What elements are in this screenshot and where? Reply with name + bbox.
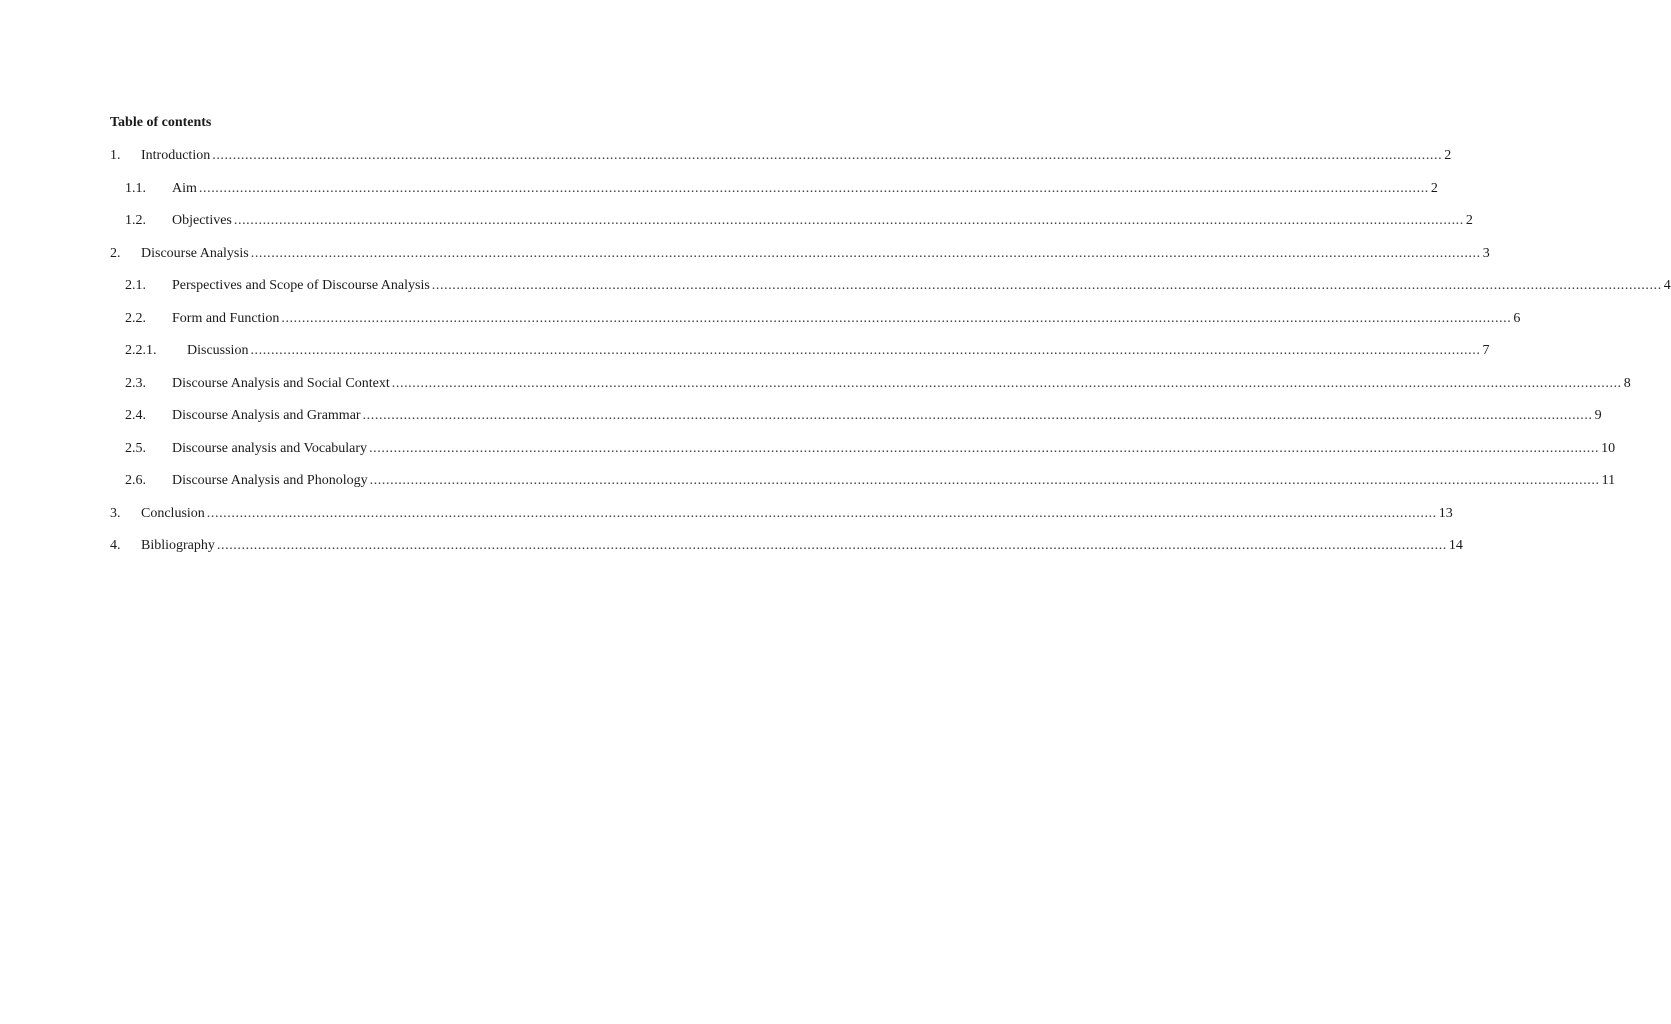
toc-entry-page: 3 <box>1482 245 1490 261</box>
toc-entry-number: 2.2. <box>125 310 146 326</box>
toc-dot-leader: ............................................................................................................................................................................................................................................................................................................ <box>431 278 1662 293</box>
toc-entry-number: 1. <box>110 148 121 163</box>
toc-entry-title: Discourse Analysis <box>141 244 251 264</box>
toc-entry-number: 2.4. <box>125 408 146 423</box>
toc-dot-leader: ............................................................................................................................................................................................................................................................................................................ <box>391 375 1622 391</box>
toc-entry-page: 4 <box>1663 278 1671 293</box>
toc-entry-discourse-analysis[interactable] <box>110 244 1490 277</box>
toc-dot-leader: ............................................................................................................................................................................................................................................................................................................ <box>233 213 1464 228</box>
toc-entry-title: Discourse Analysis and Social Context <box>172 374 392 394</box>
toc-entry-title: Discourse Analysis and Grammar <box>172 406 363 426</box>
toc-entry-grammar[interactable] <box>110 406 1602 439</box>
toc-entry-page: 2 <box>1465 213 1473 228</box>
toc-entry-page: 9 <box>1594 408 1602 423</box>
toc-entry-page: 6 <box>1513 310 1521 326</box>
toc-entry-page: 13 <box>1438 505 1453 521</box>
toc-entry-number: 3. <box>110 505 121 521</box>
toc-entry-number: 2.1. <box>125 278 146 293</box>
toc-entry-number: 2.2.1. <box>125 343 157 358</box>
toc-entry-page: 2 <box>1444 148 1452 163</box>
toc-entry-phonology[interactable] <box>110 471 1616 504</box>
toc-dot-leader: ............................................................................................................................................................................................................................................................................................................ <box>206 505 1437 521</box>
toc-entry-conclusion[interactable] <box>110 504 1453 537</box>
toc-entry-page: 7 <box>1482 343 1490 358</box>
toc-dot-leader: ............................................................................................................................................................................................................................................................................................................ <box>250 343 1481 358</box>
toc-entry-title: Perspectives and Scope of Discourse Analysis <box>172 276 432 296</box>
toc-dot-leader: ............................................................................................................................................................................................................................................................................................................ <box>362 408 1593 423</box>
toc-dot-leader: ............................................................................................................................................................................................................................................................................................................ <box>250 245 1481 261</box>
toc-dot-leader: ............................................................................................................................................................................................................................................................................................................ <box>369 473 1600 488</box>
toc-entry-number: 2.5. <box>125 440 146 456</box>
toc-entry-title: Discourse Analysis and Phonology <box>172 471 370 491</box>
toc-entry-bibliography[interactable] <box>110 536 1463 569</box>
toc-entry-page: 2 <box>1430 180 1438 196</box>
toc-entry-number: 2. <box>110 245 121 261</box>
toc-entry-title: Aim <box>172 179 199 199</box>
toc-entry-introduction[interactable] <box>110 146 1452 179</box>
toc-dot-leader: ............................................................................................................................................................................................................................................................................................................ <box>212 148 1443 163</box>
toc-dot-leader: ............................................................................................................................................................................................................................................................................................................ <box>198 180 1429 196</box>
toc-entry-objectives[interactable] <box>110 211 1473 244</box>
toc-entry-aim[interactable] <box>110 179 1438 212</box>
toc-entry-page: 8 <box>1623 375 1631 391</box>
toc-entry-title: Conclusion <box>141 504 207 524</box>
toc-entry-number: 2.6. <box>125 473 146 488</box>
toc-entry-number: 1.1. <box>125 180 146 196</box>
toc-entry-form-function[interactable] <box>110 309 1521 342</box>
toc-entry-page: 11 <box>1601 473 1616 488</box>
toc-entry-title: Form and Function <box>172 309 281 329</box>
toc-entry-discussion[interactable] <box>110 341 1490 374</box>
toc-list <box>110 146 1671 569</box>
toc-entry-page: 10 <box>1601 440 1616 456</box>
toc-entry-page: 14 <box>1448 538 1463 553</box>
toc-dot-leader: ............................................................................................................................................................................................................................................................................................................ <box>281 310 1512 326</box>
toc-heading: Table of contents <box>110 115 212 130</box>
toc-entry-number: 4. <box>110 538 121 553</box>
toc-entry-social-context[interactable] <box>110 374 1631 407</box>
toc-entry-perspectives-scope[interactable] <box>110 276 1671 309</box>
toc-entry-vocabulary[interactable] <box>110 439 1616 472</box>
toc-entry-number: 1.2. <box>125 213 146 228</box>
toc-dot-leader: ............................................................................................................................................................................................................................................................................................................ <box>216 538 1447 553</box>
toc-dot-leader: ............................................................................................................................................................................................................................................................................................................ <box>369 440 1600 456</box>
toc-entry-title: Introduction <box>141 146 212 166</box>
toc-entry-number: 2.3. <box>125 375 146 391</box>
toc-entry-title: Discussion <box>187 341 250 361</box>
toc-entry-title: Bibliography <box>141 536 217 556</box>
toc-entry-title: Discourse analysis and Vocabulary <box>172 439 369 459</box>
toc-entry-title: Objectives <box>172 211 234 231</box>
